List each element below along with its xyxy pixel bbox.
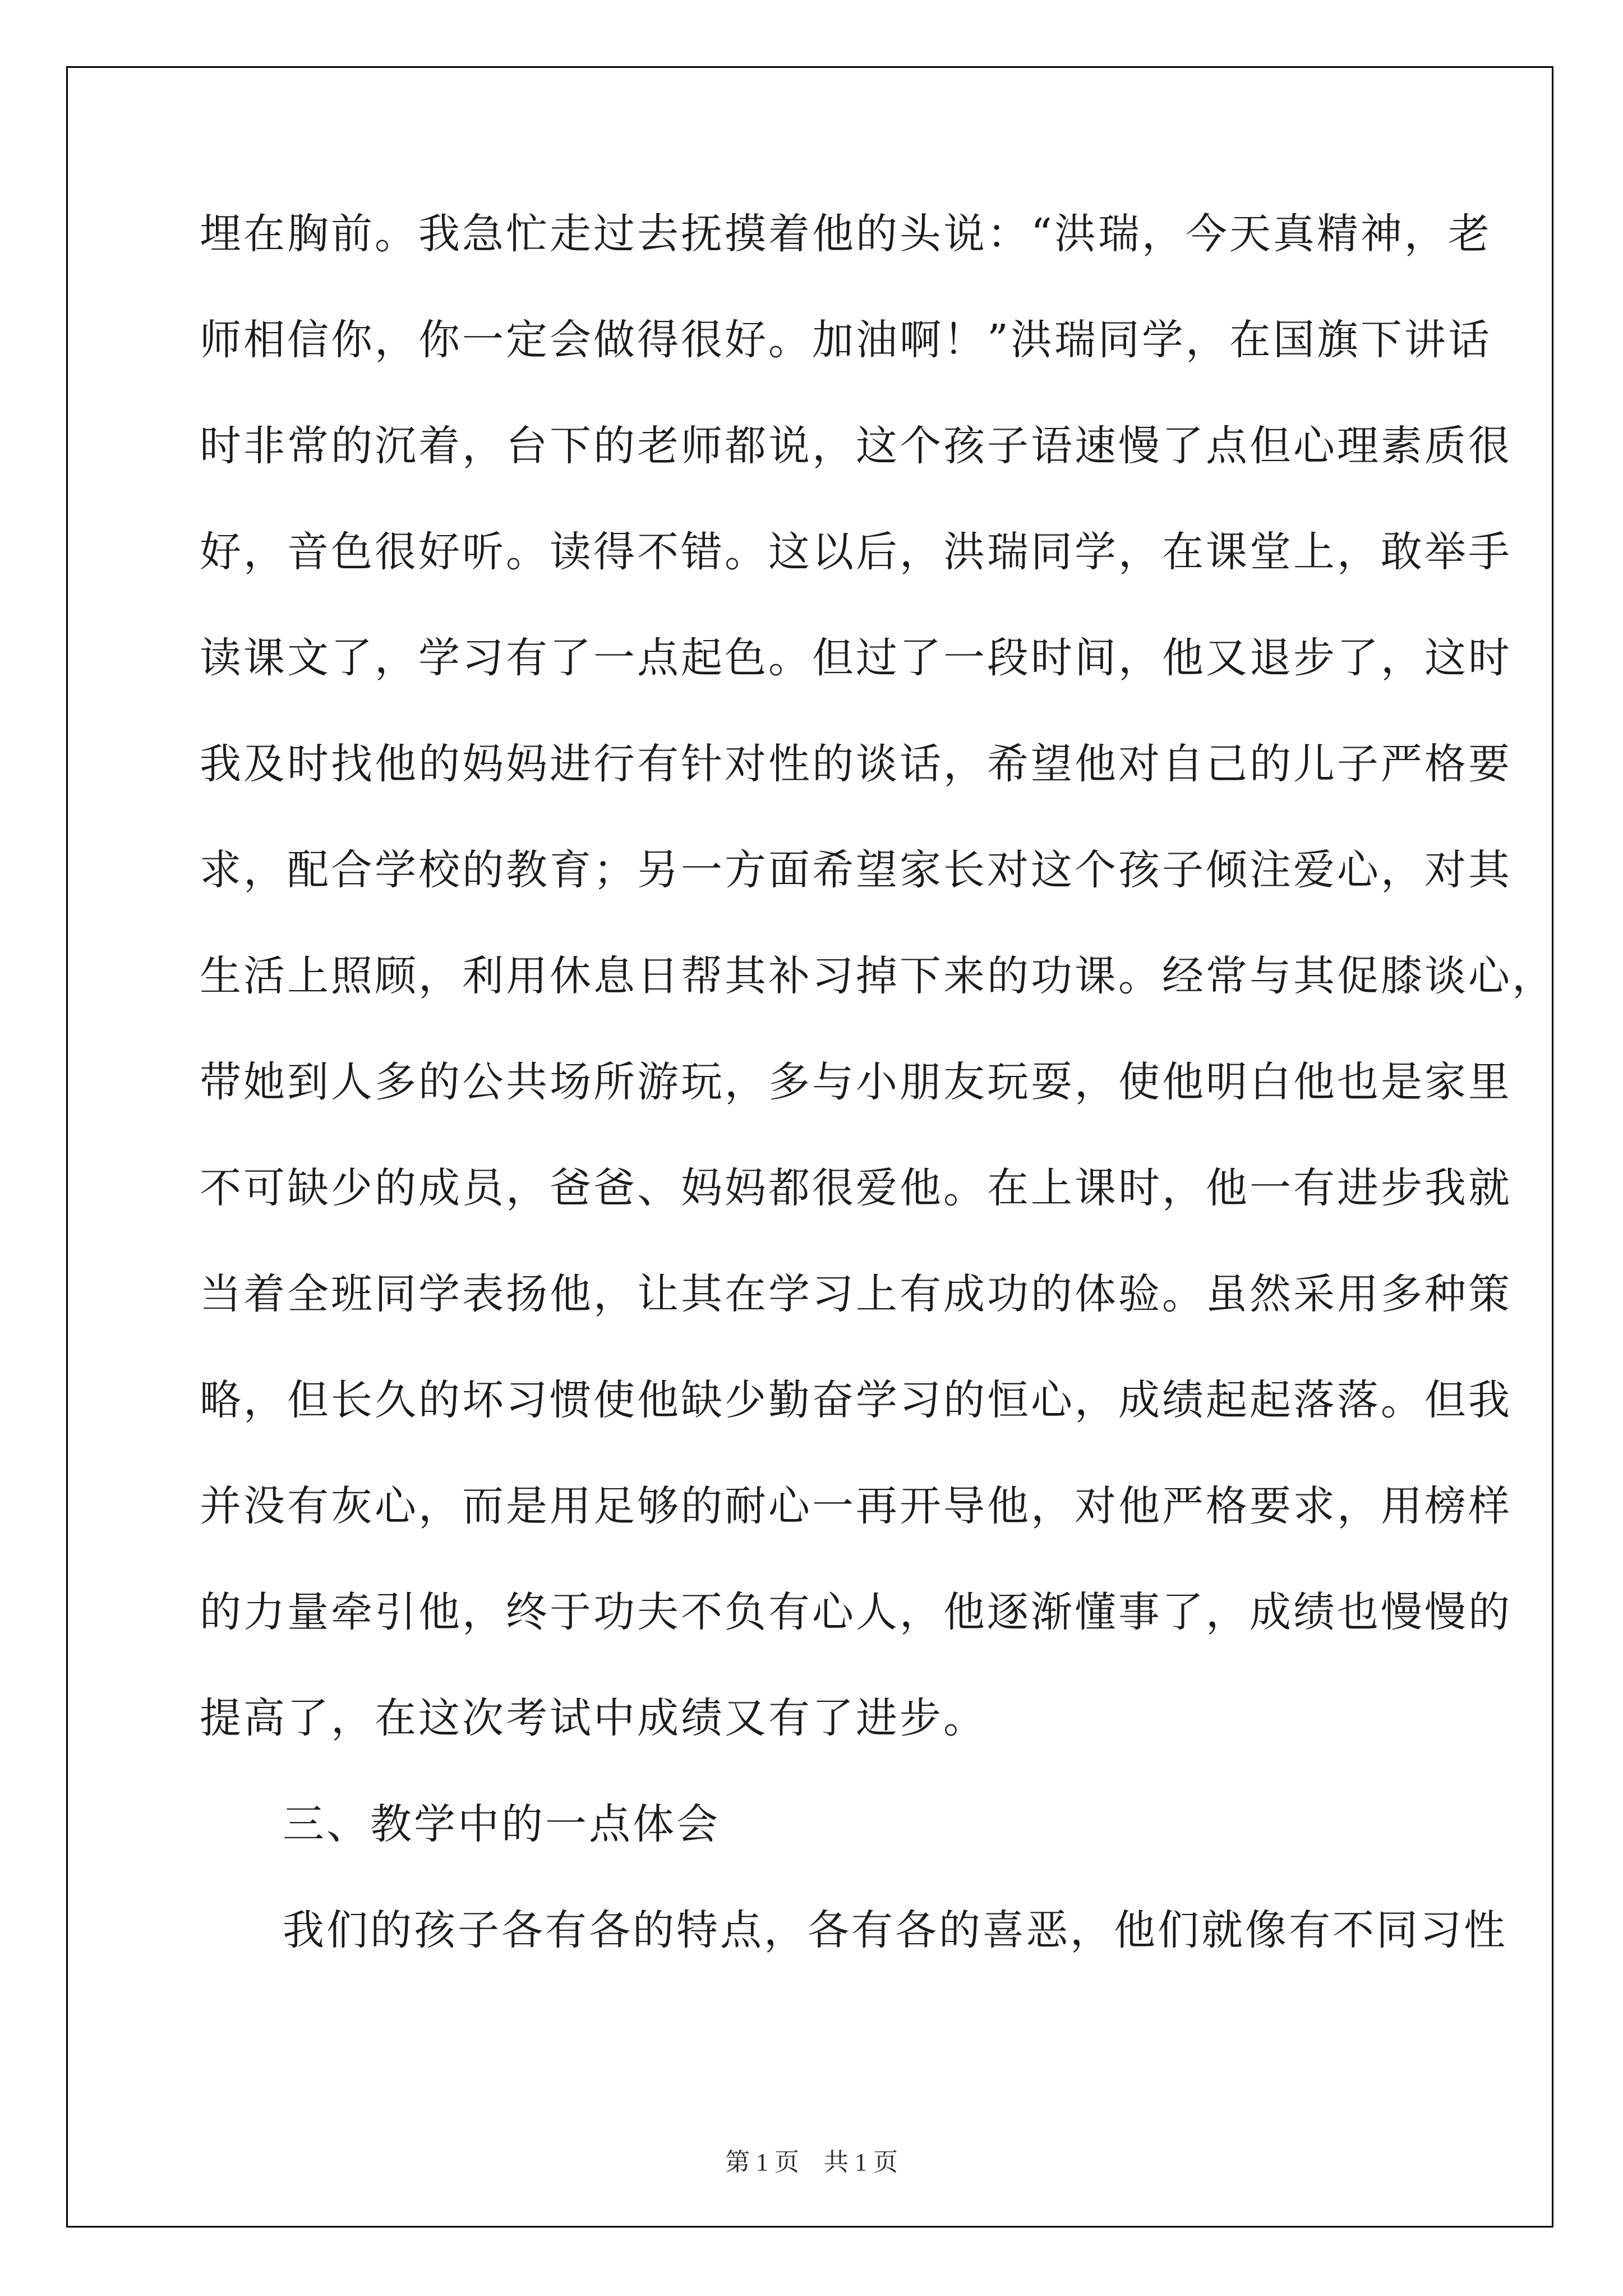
- section-heading: 三、教学中的一点体会: [283, 1800, 720, 1848]
- text-line: 求，配合学校的教育；另一方面希望家长对这个孩子倾注爱心，对其: [200, 846, 1512, 894]
- text-line: 师相信你，你一定会做得很好。加油啊！”洪瑞同学，在国旗下讲话: [200, 316, 1492, 364]
- text-line: 的力量牵引他，终于功夫不负有心人，他逐渐懂事了，成绩也慢慢的: [200, 1588, 1512, 1636]
- text-line: 埋在胸前。我急忙走过去抚摸着他的头说：“洪瑞，今天真精神，老: [200, 210, 1492, 258]
- text-line: 我们的孩子各有各的特点，各有各的喜恶，他们就像有不同习性: [283, 1906, 1507, 1954]
- text-line: 读课文了，学习有了一点起色。但过了一段时间，他又退步了，这时: [200, 634, 1512, 682]
- document-body: [200, 210, 1556, 2016]
- text-line: 略，但长久的坏习惯使他缺少勤奋学习的恒心，成绩起起落落。但我: [200, 1376, 1512, 1424]
- text-line: 带她到人多的公共场所游玩，多与小朋友玩耍，使他明白他也是家里: [200, 1058, 1512, 1106]
- text-line: 我及时找他的妈妈进行有针对性的谈话，希望他对自己的儿子严格要: [200, 740, 1512, 788]
- text-line: 时非常的沉着，台下的老师都说，这个孩子语速慢了点但心理素质很: [200, 422, 1512, 470]
- page-number-footer: 第 1 页 共 1 页: [725, 2148, 898, 2176]
- text-line: 不可缺少的成员，爸爸、妈妈都很爱他。在上课时，他一有进步我就: [200, 1164, 1512, 1212]
- text-line: 并没有灰心，而是用足够的耐心一再开导他，对他严格要求，用榜样: [200, 1482, 1512, 1530]
- text-line: 生活上照顾，利用休息日帮其补习掉下来的功课。经常与其促膝谈心，: [200, 952, 1556, 1000]
- text-line: 好，音色很好听。读得不错。这以后，洪瑞同学，在课堂上，敢举手: [200, 528, 1512, 576]
- text-line: 当着全班同学表扬他，让其在学习上有成功的体验。虽然采用多种策: [200, 1270, 1512, 1318]
- text-line: 提高了，在这次考试中成绩又有了进步。: [200, 1694, 987, 1742]
